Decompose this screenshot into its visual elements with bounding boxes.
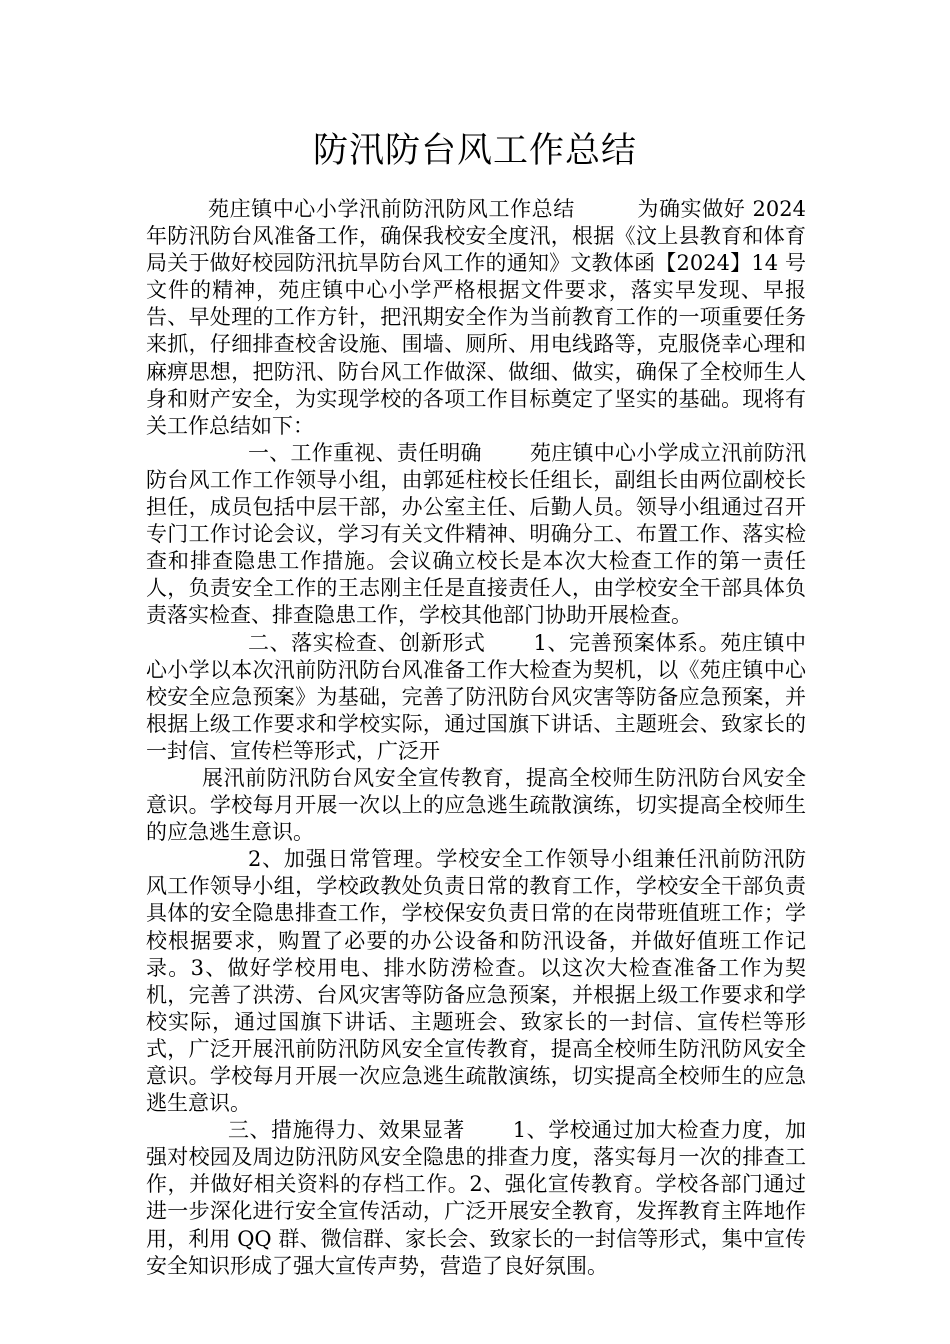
intro-paragraph [146,196,806,440]
section2-paragraph [146,630,806,765]
section3-heading: 三、措施得力、效果显著 [228,1118,465,1143]
intro-heading: 苑庄镇中心小学汛前防汛防风工作总结 [208,197,575,221]
section2-heading: 二、落实检查、创新形式 [248,630,486,655]
section1-heading: 一、工作重视、责任明确 [248,440,482,465]
section3-text: 1、学校通过加大检查力度，加强对校园及周边防汛防风安全隐患的排查力度，落实每月一次的排查工作，并做好相关资料的存档工作。2、强化宣传教育。学校各部门通过进一步深化进行安全宣传活动，广泛开展安全教育，发挥教育主阵地作用，利用 QQ 群、微信群、家长会、致家长的一封信等形式，集中宣传安全知识形成了强大宣传声势，营造了良好氛围。 [146,1118,806,1278]
section2-item2: 2、加强日常管理。学校安全工作领导小组兼任汛前防汛防风工作领导小组，学校政教处负责日常的教育工作，学校安全干部负责具体的安全隐患排查工作，学校保安负责日常的在岗带班值班工作；学校根据要求，购置了必要的办公设备和防汛设备，并做好值班工作记录。3、做好学校用电、排水防涝检查。以这次大检查准备工作为契机，完善了洪涝、台风灾害等防备应急预案，并根据上级工作要求和学校实际，通过国旗下讲话、主题班会、致家长的一封信、宣传栏等形式，广泛开展汛前防汛防风安全宣传教育，提高全校师生防汛防风安全意识。学校每月开展一次应急逃生疏散演练，切实提高全校师生的应急逃生意识。 [146,847,806,1116]
section2-continuation: 展汛前防汛防台风安全宣传教育，提高全校师生防汛防台风安全意识。学校每月开展一次以上的应急逃生疏散演练，切实提高全校师生的应急逃生意识。 [146,765,806,845]
section2-text: 1、完善预案体系。苑庄镇中心小学以本次汛前防汛防台风准备工作大检查为契机，以《苑庄镇中心校安全应急预案》为基础，完善了防汛防台风灾害等防备应急预案，并根据上级工作要求和学校实际，通过国旗下讲话、主题班会、致家长的一封信、宣传栏等形式，广泛开 [146,630,806,763]
section1-paragraph [146,440,806,630]
document-body [146,196,806,1280]
document-title: 防汛防台风工作总结 [312,131,637,171]
section1-text: 苑庄镇中心小学成立汛前防汛防台风工作工作领导小组，由郭延柱校长任组长，副组长由两位副校长担任，成员包括中层干部，办公室主任、后勤人员。领导小组通过召开专门工作讨论会议，学习有关文件精神、明确分工、布置工作、落实检查和排查隐患工作措施。会议确立校长是本次大检查工作的第一责任人，负责安全工作的王志刚主任是直接责任人，由学校安全干部具体负责落实检查、排查隐患工作，学校其他部门协助开展检查。 [146,440,806,628]
section3-paragraph [146,1117,806,1280]
intro-text: 为确实做好 2024 年防汛防台风准备工作，确保我校安全度汛，根据《汶上县教育和体育局关于做好校园防汛抗旱防台风工作的通知》文教体函【2024】14 号文件的精神，苑庄镇中心小学严格根据文件要求，落实早发现、早报告、早处理的工作方针，把汛期安全作为当前教育工作的一项重要任务来抓，仔细排查校舍设施、围墙、厕所、用电线路等，克服侥幸心理和麻痹思想，把防汛、防台风工作做深、做细、做实，确保了全校师生人身和财产安全，为实现学校的各项工作目标奠定了坚实的基础。现将有关工作总结如下： [146,197,806,438]
